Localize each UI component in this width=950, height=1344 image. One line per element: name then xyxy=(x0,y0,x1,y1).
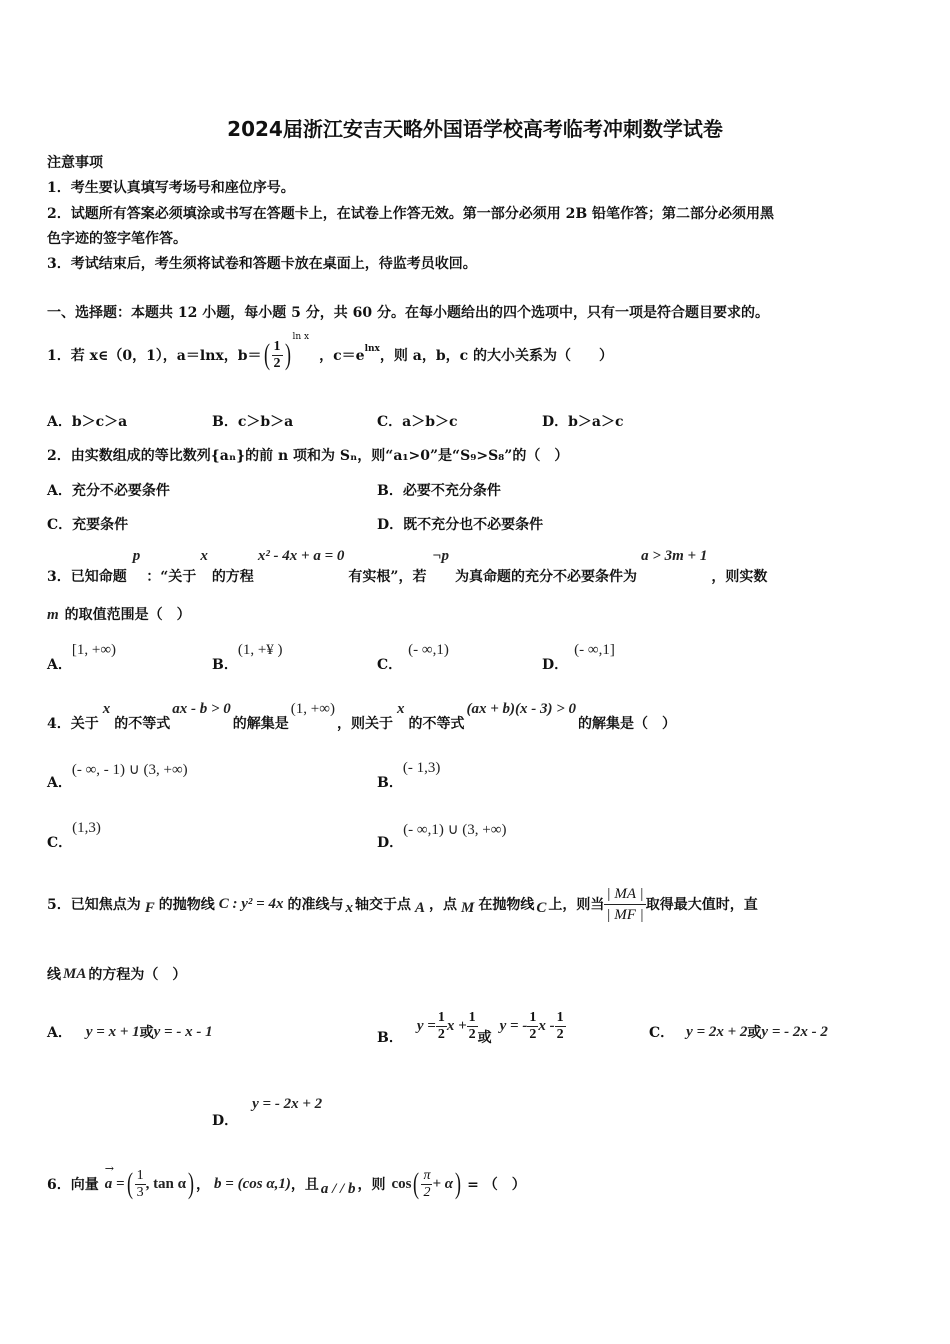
question-3 xyxy=(47,548,767,586)
q3-text-5: 为真命题的充分不必要条件为 xyxy=(455,569,638,585)
q6-cos: cos xyxy=(391,1175,412,1192)
q4-value-d: (- ∞,1) ∪ (3, +∞) xyxy=(403,822,507,838)
q1-exponent: ln x xyxy=(292,332,310,342)
q3-option-a xyxy=(47,642,116,674)
q3-value-a: [1, +∞) xyxy=(71,642,117,658)
notice-item-3: 3．考试结束后，考生须将试卷和答题卡放在桌面上，待监考员收回。 xyxy=(47,256,477,272)
q5-value-d: y = - 2x + 2 xyxy=(252,1096,323,1112)
q5-b-frac-4: $\frac{1}{2}$ xyxy=(556,1009,564,1042)
q1-c-exp: lnx xyxy=(364,344,380,354)
q5-text-10: 的方程为（ ） xyxy=(88,967,187,983)
q1-lead: 1．若 x∈（0，1），a＝lnx，b＝ xyxy=(47,348,262,364)
right-paren: ) xyxy=(284,338,291,371)
left-paren: ( xyxy=(263,338,270,371)
q5-value-c1: y = 2x + 2 xyxy=(686,1023,748,1040)
q1-option-d: D．b＞a＞c xyxy=(542,414,624,430)
q2-option-d: D．既不充分也不必要条件 xyxy=(377,517,544,533)
q6-tan: , tan α xyxy=(145,1175,187,1192)
q3-not-p: ¬p xyxy=(432,548,450,564)
notice-item-2a: 2．试题所有答案必须填涂或书写在答题卡上，在试卷上作答无效。第一部分必须用 2B 铅笔作答；第二部分必须用黑 xyxy=(47,206,775,222)
q5-ratio-num: | MA | xyxy=(604,884,645,905)
q5-text-5: ，点 xyxy=(428,897,457,913)
q3-m-symbol: m xyxy=(47,607,59,623)
q4-text-1: 4．关于 xyxy=(47,716,99,732)
q5-x-symbol: x xyxy=(345,899,353,916)
q4-option-b xyxy=(377,760,440,792)
q3-text-4: 有实根”，若 xyxy=(348,569,427,585)
q5-b-frac-1: $\frac{1}{2}$ xyxy=(437,1009,445,1042)
q3-label-c: C． xyxy=(377,657,403,673)
q5-text-4: 轴交于点 xyxy=(354,897,411,913)
q3-x-symbol: x xyxy=(200,548,208,564)
question-6 xyxy=(47,1158,526,1210)
q6-right-paren: ) xyxy=(188,1167,195,1200)
q5-text-3: 的准线与 xyxy=(287,897,344,913)
q5-b-frac-3: $\frac{1}{2}$ xyxy=(529,1009,537,1042)
q6-frac-pi-2: $\frac{\pi}{2}$ xyxy=(423,1167,431,1200)
q1-fraction xyxy=(272,339,283,372)
q4-option-a xyxy=(47,760,188,792)
q2-option-c: C．充要条件 xyxy=(47,517,129,533)
q4-x-symbol-2: x xyxy=(396,701,405,717)
q5-b-x-plus: x + xyxy=(446,1017,467,1034)
q5-ratio xyxy=(604,884,645,925)
q5-label-c: C． xyxy=(649,1025,675,1041)
q3-text-2: ：“关于 xyxy=(146,569,197,585)
q5-line-2 xyxy=(47,964,186,984)
q5-value-a1: y = x + 1 xyxy=(85,1023,140,1040)
q4-solution-set: (1, +∞) xyxy=(290,701,335,717)
q4-inequality-2: (ax + b)(x - 3) > 0 xyxy=(466,701,577,717)
notice-item-1: 1．考生要认真填写考场号和座位序号。 xyxy=(47,180,295,196)
page-title: 2024届浙江安吉天略外国语学校高考临考冲刺数学试卷 xyxy=(227,117,723,141)
q4-x-symbol: x xyxy=(102,701,111,717)
q5-C-symbol: C xyxy=(536,899,547,916)
q5-text-1: 5．已知焦点为 xyxy=(47,897,141,913)
q6-frac-one-third: $\frac{1}{3}$ xyxy=(136,1167,144,1200)
q1-tail: ，则 a，b，c 的大小关系为（ ） xyxy=(379,348,614,364)
q6-left-paren: ( xyxy=(126,1167,133,1200)
q3-option-c xyxy=(377,642,449,674)
q4-label-b: B． xyxy=(377,775,403,791)
vector-arrow-icon: → xyxy=(104,1161,114,1175)
q5-option-d xyxy=(212,1096,322,1130)
q6-a-label: a = xyxy=(104,1175,125,1192)
q5-option-b xyxy=(377,1000,566,1052)
q6-text-1: 6．向量 xyxy=(47,1177,99,1193)
q5-or-c: 或 xyxy=(747,1025,762,1041)
q5-label-b: B． xyxy=(377,1030,403,1046)
q6-parallel: a / / b xyxy=(320,1180,356,1197)
q5-b-y2: y = - xyxy=(499,1017,528,1034)
question-2: 2．由实数组成的等比数列{aₙ}的前 n 项和为 Sₙ，则“a₁>0”是“S₉>S₈”的（ ） xyxy=(47,448,569,464)
q1-frac-den: 2 xyxy=(273,355,281,371)
q3-p-symbol: p xyxy=(132,548,141,564)
q1-option-b: B．c＞b＞a xyxy=(212,414,294,430)
q6-left-paren-2: ( xyxy=(413,1167,420,1200)
q4-value-c: (1,3) xyxy=(72,820,101,836)
q3-text-7: 的取值范围是（ ） xyxy=(64,607,191,623)
q3-text-1: 3．已知命题 xyxy=(47,569,127,585)
q3-label-b: B． xyxy=(212,657,238,673)
q5-text-6: 在抛物线 xyxy=(478,897,535,913)
q3-value-b: (1, +¥ ) xyxy=(237,642,283,658)
q4-value-b: (- 1,3) xyxy=(402,760,441,776)
q5-b-y: y = xyxy=(416,1017,436,1034)
q3-equation: x² - 4x + a = 0 xyxy=(257,548,345,564)
q5-F-symbol: F xyxy=(144,899,155,916)
q4-label-c: C． xyxy=(47,835,73,851)
q6-text-2: ， xyxy=(196,1177,211,1193)
q5-text-9: 线 xyxy=(47,967,61,983)
q1-option-c: C．a＞b＞c xyxy=(377,414,458,430)
q6-text-3: ，且 xyxy=(290,1177,319,1193)
q4-inequality-1: ax - b > 0 xyxy=(172,701,231,717)
q6-pi: π xyxy=(423,1167,431,1183)
q3-text-6: ，则实数 xyxy=(711,569,768,585)
q3-option-b xyxy=(212,642,283,674)
q5-value-c2: y = - 2x - 2 xyxy=(761,1023,828,1040)
q5-parabola: C : y² = 4x xyxy=(218,895,284,912)
section-heading: 一、选择题：本题共 12 小题，每小题 5 分，共 60 分。在每小题给出的四个选项中，只有一项是符合题目要求的。 xyxy=(47,305,769,321)
question-4 xyxy=(47,701,676,733)
q4-text-4: ，则关于 xyxy=(336,716,393,732)
q5-or-a: 或 xyxy=(139,1025,154,1041)
q6-vector-a xyxy=(104,1161,125,1193)
q5-option-c xyxy=(649,1022,828,1042)
q6-text-5: = （ ） xyxy=(467,1177,526,1193)
q5-text-8: 取得最大值时，直 xyxy=(645,897,758,913)
q5-option-a xyxy=(47,1022,213,1042)
q3-text-3: 的方程 xyxy=(211,569,254,585)
q1-option-a: A．b＞c＞a xyxy=(47,414,128,430)
q3-option-d xyxy=(542,642,615,674)
q3-label-a: A． xyxy=(47,657,72,673)
question-1 xyxy=(47,330,613,380)
q6-vector-b: b = (cos α,1) xyxy=(214,1175,291,1192)
q1-frac-num: 1 xyxy=(273,338,281,354)
q5-MA-symbol: MA xyxy=(63,965,87,982)
q4-text-3: 的解集是 xyxy=(232,716,289,732)
q5-text-7: 上，则当 xyxy=(548,897,605,913)
q4-text-6: 的解集是（ ） xyxy=(578,716,677,732)
q1-c-part: ，c＝e xyxy=(319,348,365,364)
notice-item-2b: 色字迹的签字笔作答。 xyxy=(47,231,187,247)
q5-b-x-minus: x - xyxy=(538,1017,555,1034)
q4-value-a: (- ∞, - 1) ∪ (3, +∞) xyxy=(71,762,188,778)
q5-ratio-den: | MF | xyxy=(606,906,644,923)
q5-M-symbol: M xyxy=(460,899,475,916)
q5-or-b: 或 xyxy=(477,1030,492,1046)
q4-text-5: 的不等式 xyxy=(408,716,465,732)
q4-label-d: D． xyxy=(377,835,404,851)
q5-A-symbol: A xyxy=(414,899,425,916)
q3-line-2 xyxy=(47,604,191,624)
q6-right-paren-2: ) xyxy=(455,1167,462,1200)
q2-option-a: A．充分不必要条件 xyxy=(47,483,170,499)
q5-label-a: A． xyxy=(47,1025,72,1041)
notice-heading: 注意事项 xyxy=(47,155,103,171)
q4-label-a: A． xyxy=(47,775,72,791)
q5-text-2: 的抛物线 xyxy=(158,897,215,913)
q6-plus-alpha: + α xyxy=(432,1175,454,1192)
q4-option-c xyxy=(47,820,101,852)
q3-label-d: D． xyxy=(542,657,569,673)
q2-option-b: B．必要不充分条件 xyxy=(377,483,501,499)
q3-condition: a > 3m + 1 xyxy=(641,548,708,564)
q5-b-frac-2: $\frac{1}{2}$ xyxy=(468,1009,476,1042)
q4-text-2: 的不等式 xyxy=(114,716,171,732)
q5-label-d: D． xyxy=(212,1113,239,1129)
question-5 xyxy=(47,878,758,930)
q5-value-a2: y = - x - 1 xyxy=(153,1023,213,1040)
q3-value-c: (- ∞,1) xyxy=(408,642,449,658)
q4-option-d xyxy=(377,820,506,852)
q6-text-4: ，则 xyxy=(357,1177,386,1193)
q3-value-d: (- ∞,1] xyxy=(574,642,615,658)
